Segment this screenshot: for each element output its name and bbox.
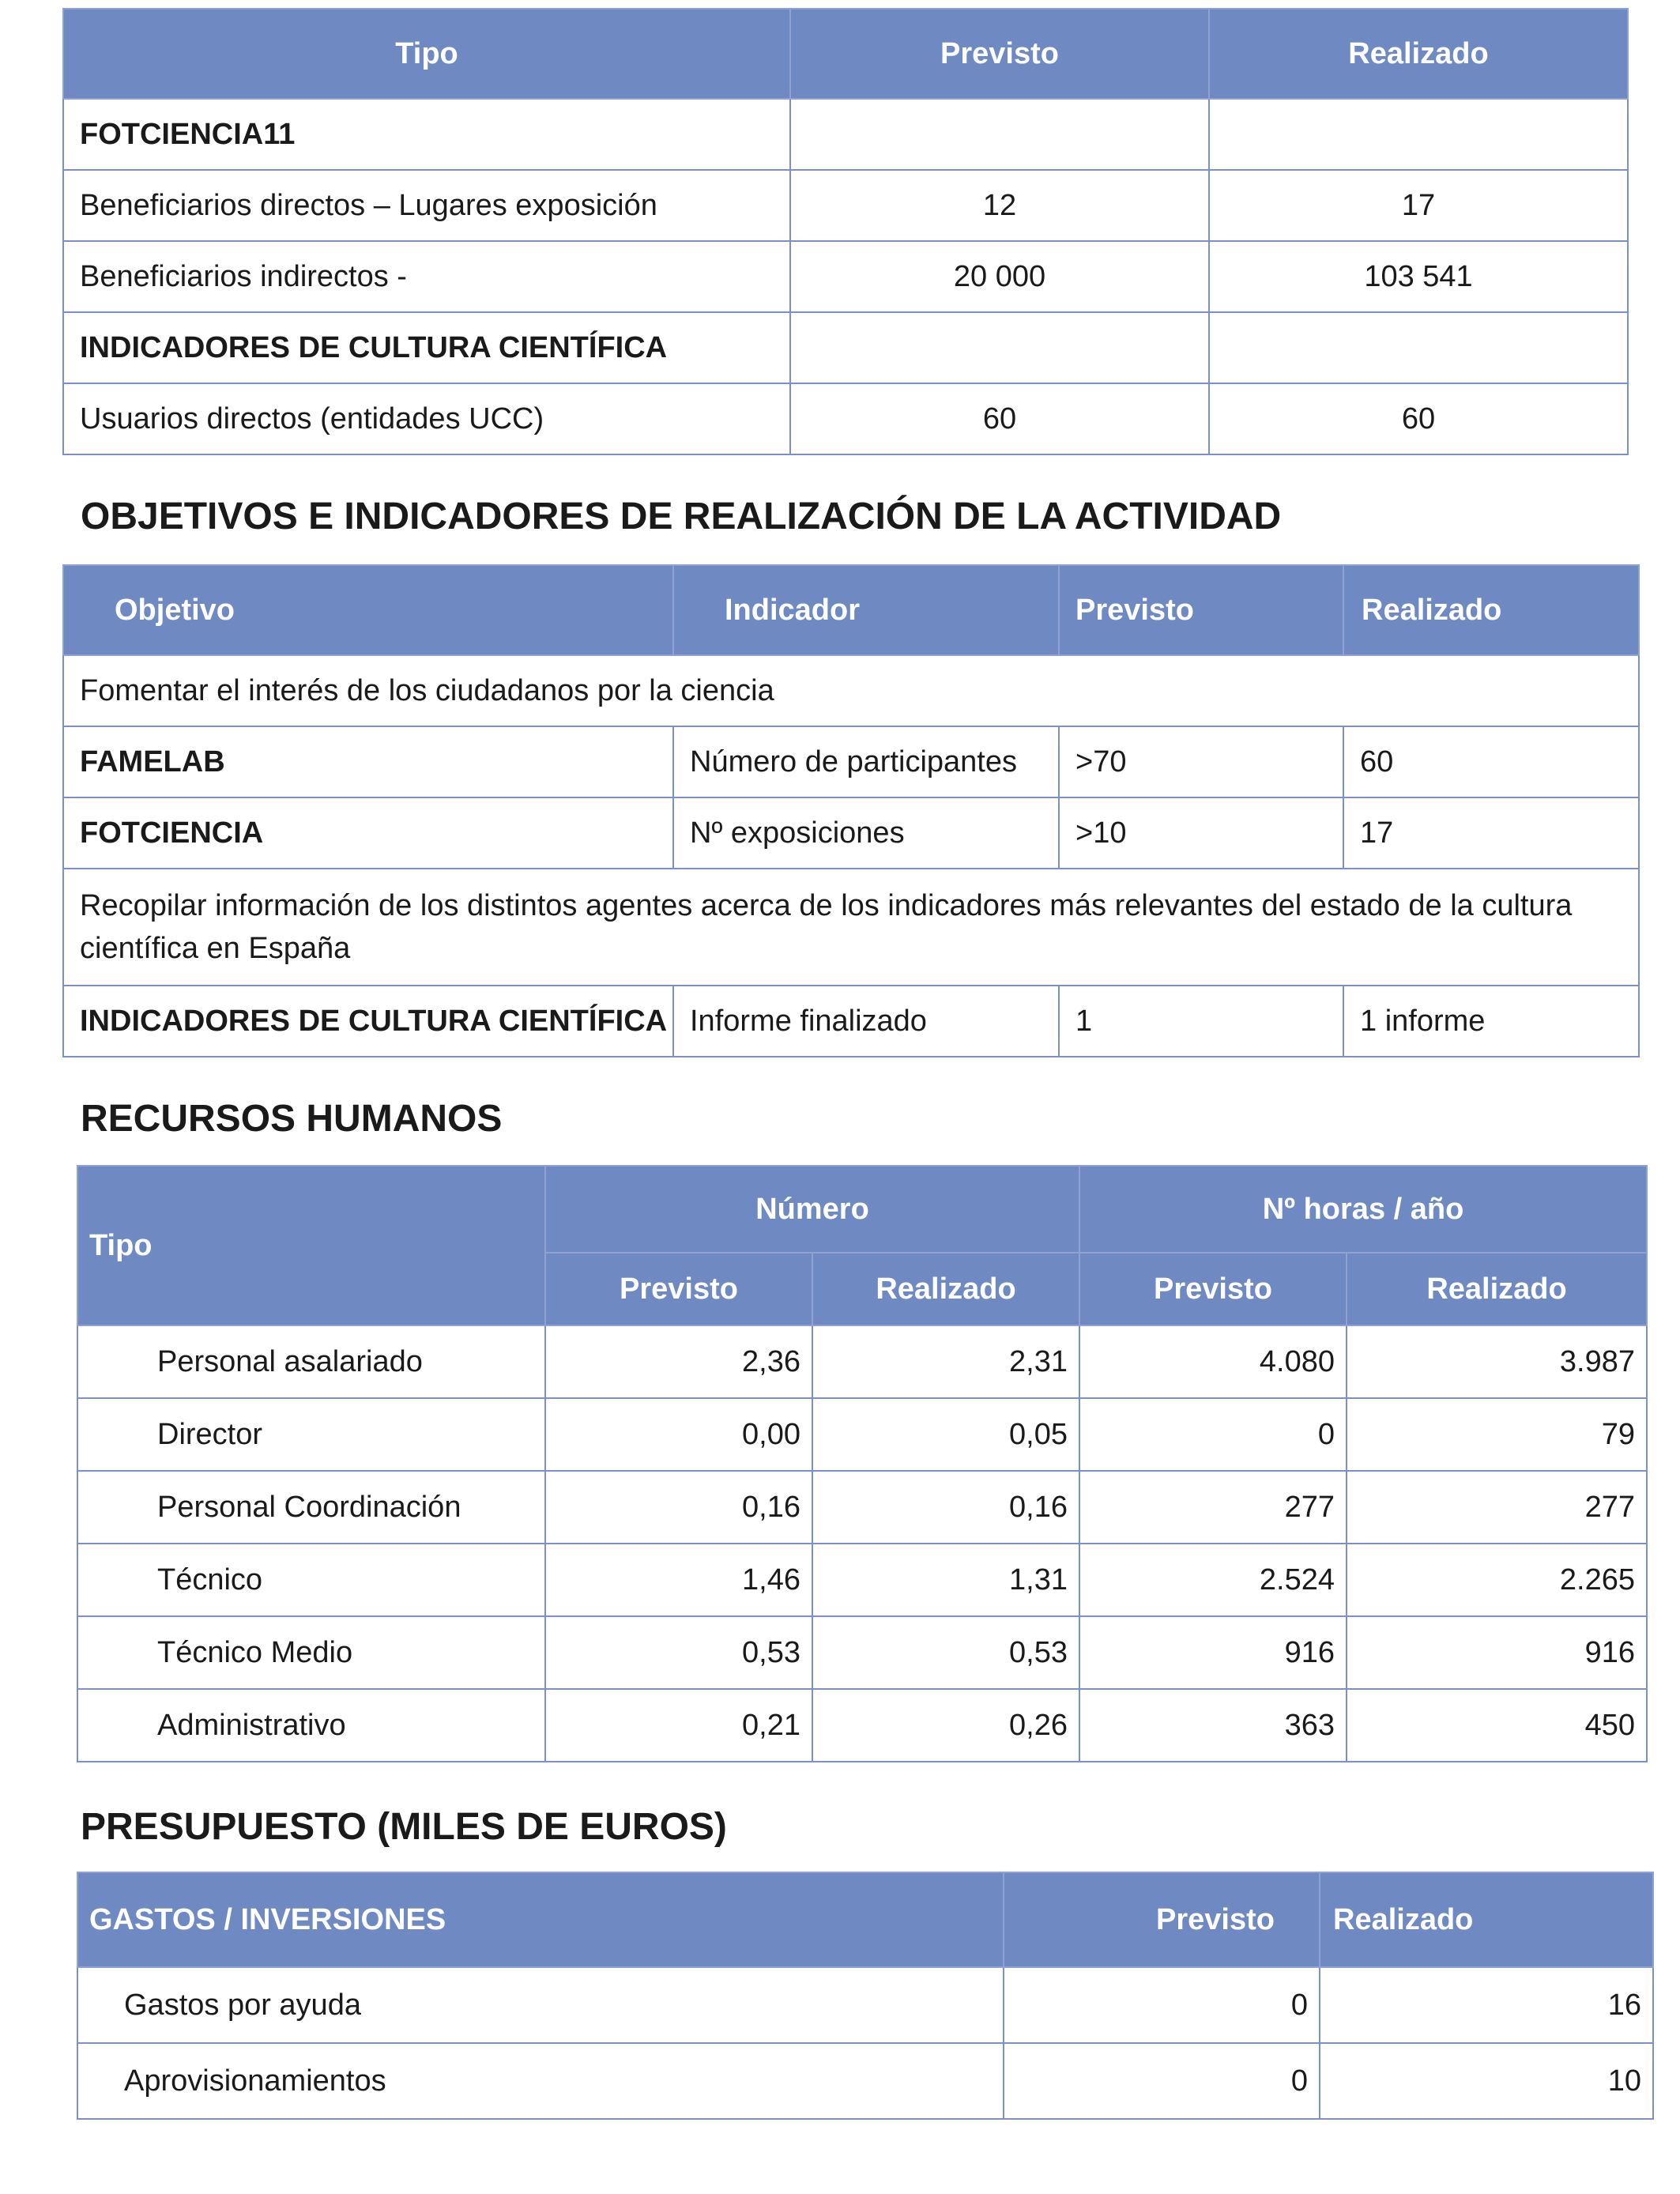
row-label: Beneficiarios indirectos - [63, 241, 790, 312]
col-header-realizado: Realizado [1209, 9, 1628, 99]
cell-previsto: 0 [1004, 2043, 1320, 2119]
cell-previsto: 12 [790, 170, 1209, 241]
cell-previsto: >10 [1059, 797, 1343, 869]
col-header-realizado: Realizado [1320, 1872, 1653, 1967]
col-header-objetivo: Objetivo [63, 565, 673, 655]
table-row [63, 797, 1639, 869]
cell-h-previsto: 0 [1079, 1398, 1347, 1471]
col-header-h-previsto: Previsto [1079, 1253, 1347, 1325]
cell-tipo: Personal asalariado [77, 1325, 545, 1398]
table-row [63, 726, 1639, 797]
cell-realizado: 17 [1209, 170, 1628, 241]
cell-h-realizado: 277 [1347, 1471, 1647, 1544]
cell-num-realizado: 0,16 [812, 1471, 1079, 1544]
table-header-row [77, 1872, 1653, 1967]
table-row [63, 241, 1628, 312]
section-heading-objetivos: OBJETIVOS E INDICADORES DE REALIZACIÓN DE LA ACTIVIDAD [81, 496, 1282, 537]
row-label: Beneficiarios directos – Lugares exposición [63, 170, 790, 241]
cell-concepto: Aprovisionamientos [77, 2043, 1004, 2119]
cell-realizado: 60 [1343, 726, 1639, 797]
cell-h-realizado: 3.987 [1347, 1325, 1647, 1398]
recursos-humanos-table [77, 1165, 1648, 1762]
table-header-row [63, 9, 1628, 99]
cell-tipo: Administrativo [77, 1689, 545, 1762]
cell-previsto: >70 [1059, 726, 1343, 797]
table-header-row [63, 565, 1639, 655]
cell-previsto: 20 000 [790, 241, 1209, 312]
table-row [63, 312, 1628, 383]
section-heading-presupuesto: PRESUPUESTO (MILES DE EUROS) [81, 1806, 727, 1848]
cell-indicador: Número de participantes [673, 726, 1059, 797]
cell-num-previsto: 2,36 [545, 1325, 812, 1398]
section-heading-rrhh: RECURSOS HUMANOS [81, 1098, 503, 1140]
cell-realizado [1209, 99, 1628, 170]
cell-h-realizado: 2.265 [1347, 1544, 1647, 1616]
cell-num-previsto: 0,16 [545, 1471, 812, 1544]
table-row [77, 2043, 1653, 2119]
col-header-previsto: Previsto [790, 9, 1209, 99]
cell-concepto: Gastos por ayuda [77, 1967, 1004, 2043]
cell-h-previsto: 277 [1079, 1471, 1347, 1544]
cell-h-previsto: 2.524 [1079, 1544, 1347, 1616]
cell-previsto: 0 [1004, 1967, 1320, 2043]
col-header-gastos: GASTOS / INVERSIONES [77, 1872, 1004, 1967]
col-header-horas: Nº horas / año [1079, 1166, 1647, 1253]
cell-num-realizado: 0,26 [812, 1689, 1079, 1762]
table-row [63, 170, 1628, 241]
row-label: INDICADORES DE CULTURA CIENTÍFICA [63, 312, 790, 383]
cell-previsto [790, 312, 1209, 383]
col-header-tipo: Tipo [77, 1166, 545, 1325]
table-header-row [77, 1166, 1647, 1253]
cell-h-realizado: 450 [1347, 1689, 1647, 1762]
cell-objetivo: FAMELAB [63, 726, 673, 797]
cell-num-realizado: 0,53 [812, 1616, 1079, 1689]
table-row [77, 1689, 1647, 1762]
col-header-realizado: Realizado [1343, 565, 1639, 655]
cell-num-previsto: 1,46 [545, 1544, 812, 1616]
table-row [77, 1616, 1647, 1689]
cell-indicador: Informe finalizado [673, 986, 1059, 1057]
cell-h-previsto: 916 [1079, 1616, 1347, 1689]
cell-realizado: 17 [1343, 797, 1639, 869]
cell-realizado [1209, 312, 1628, 383]
table-row [63, 383, 1628, 454]
cell-h-realizado: 916 [1347, 1616, 1647, 1689]
table-row [77, 1471, 1647, 1544]
cell-indicador: Nº exposiciones [673, 797, 1059, 869]
cell-tipo: Técnico [77, 1544, 545, 1616]
table-row [77, 1967, 1653, 2043]
col-header-numero: Número [545, 1166, 1079, 1253]
cell-objetivo: FOTCIENCIA [63, 797, 673, 869]
table-row [77, 1544, 1647, 1616]
col-header-previsto: Previsto [1059, 565, 1343, 655]
cell-num-previsto: 0,21 [545, 1689, 812, 1762]
col-header-previsto: Previsto [1004, 1872, 1320, 1967]
objetivos-table [62, 564, 1640, 1057]
cell-objetivo: INDICADORES DE CULTURA CIENTÍFICA [63, 986, 673, 1057]
col-header-tipo: Tipo [63, 9, 790, 99]
cell-realizado: 103 541 [1209, 241, 1628, 312]
table-row [63, 986, 1639, 1057]
cell-previsto: 1 [1059, 986, 1343, 1057]
table-row [63, 99, 1628, 170]
row-label: FOTCIENCIA11 [63, 99, 790, 170]
cell-num-realizado: 0,05 [812, 1398, 1079, 1471]
beneficiarios-table [62, 8, 1629, 455]
cell-tipo: Director [77, 1398, 545, 1471]
objective-description: Recopilar información de los distintos agentes acerca de los indicadores más relevantes del estado de la cultura científica en España [63, 869, 1639, 986]
col-header-num-realizado: Realizado [812, 1253, 1079, 1325]
cell-tipo: Personal Coordinación [77, 1471, 545, 1544]
cell-tipo: Técnico Medio [77, 1616, 545, 1689]
cell-num-realizado: 1,31 [812, 1544, 1079, 1616]
cell-num-previsto: 0,00 [545, 1398, 812, 1471]
cell-realizado: 1 informe [1343, 986, 1639, 1057]
cell-realizado: 60 [1209, 383, 1628, 454]
cell-num-realizado: 2,31 [812, 1325, 1079, 1398]
table-row [63, 869, 1639, 986]
cell-realizado: 10 [1320, 2043, 1653, 2119]
cell-previsto [790, 99, 1209, 170]
objective-description: Fomentar el interés de los ciudadanos por la ciencia [63, 655, 1639, 726]
table-row [77, 1325, 1647, 1398]
cell-num-previsto: 0,53 [545, 1616, 812, 1689]
cell-realizado: 16 [1320, 1967, 1653, 2043]
cell-previsto: 60 [790, 383, 1209, 454]
table-row [63, 655, 1639, 726]
cell-h-realizado: 79 [1347, 1398, 1647, 1471]
presupuesto-table [77, 1872, 1654, 2120]
table-row [77, 1398, 1647, 1471]
cell-h-previsto: 4.080 [1079, 1325, 1347, 1398]
cell-h-previsto: 363 [1079, 1689, 1347, 1762]
row-label: Usuarios directos (entidades UCC) [63, 383, 790, 454]
col-header-num-previsto: Previsto [545, 1253, 812, 1325]
col-header-h-realizado: Realizado [1347, 1253, 1647, 1325]
col-header-indicador: Indicador [673, 565, 1059, 655]
